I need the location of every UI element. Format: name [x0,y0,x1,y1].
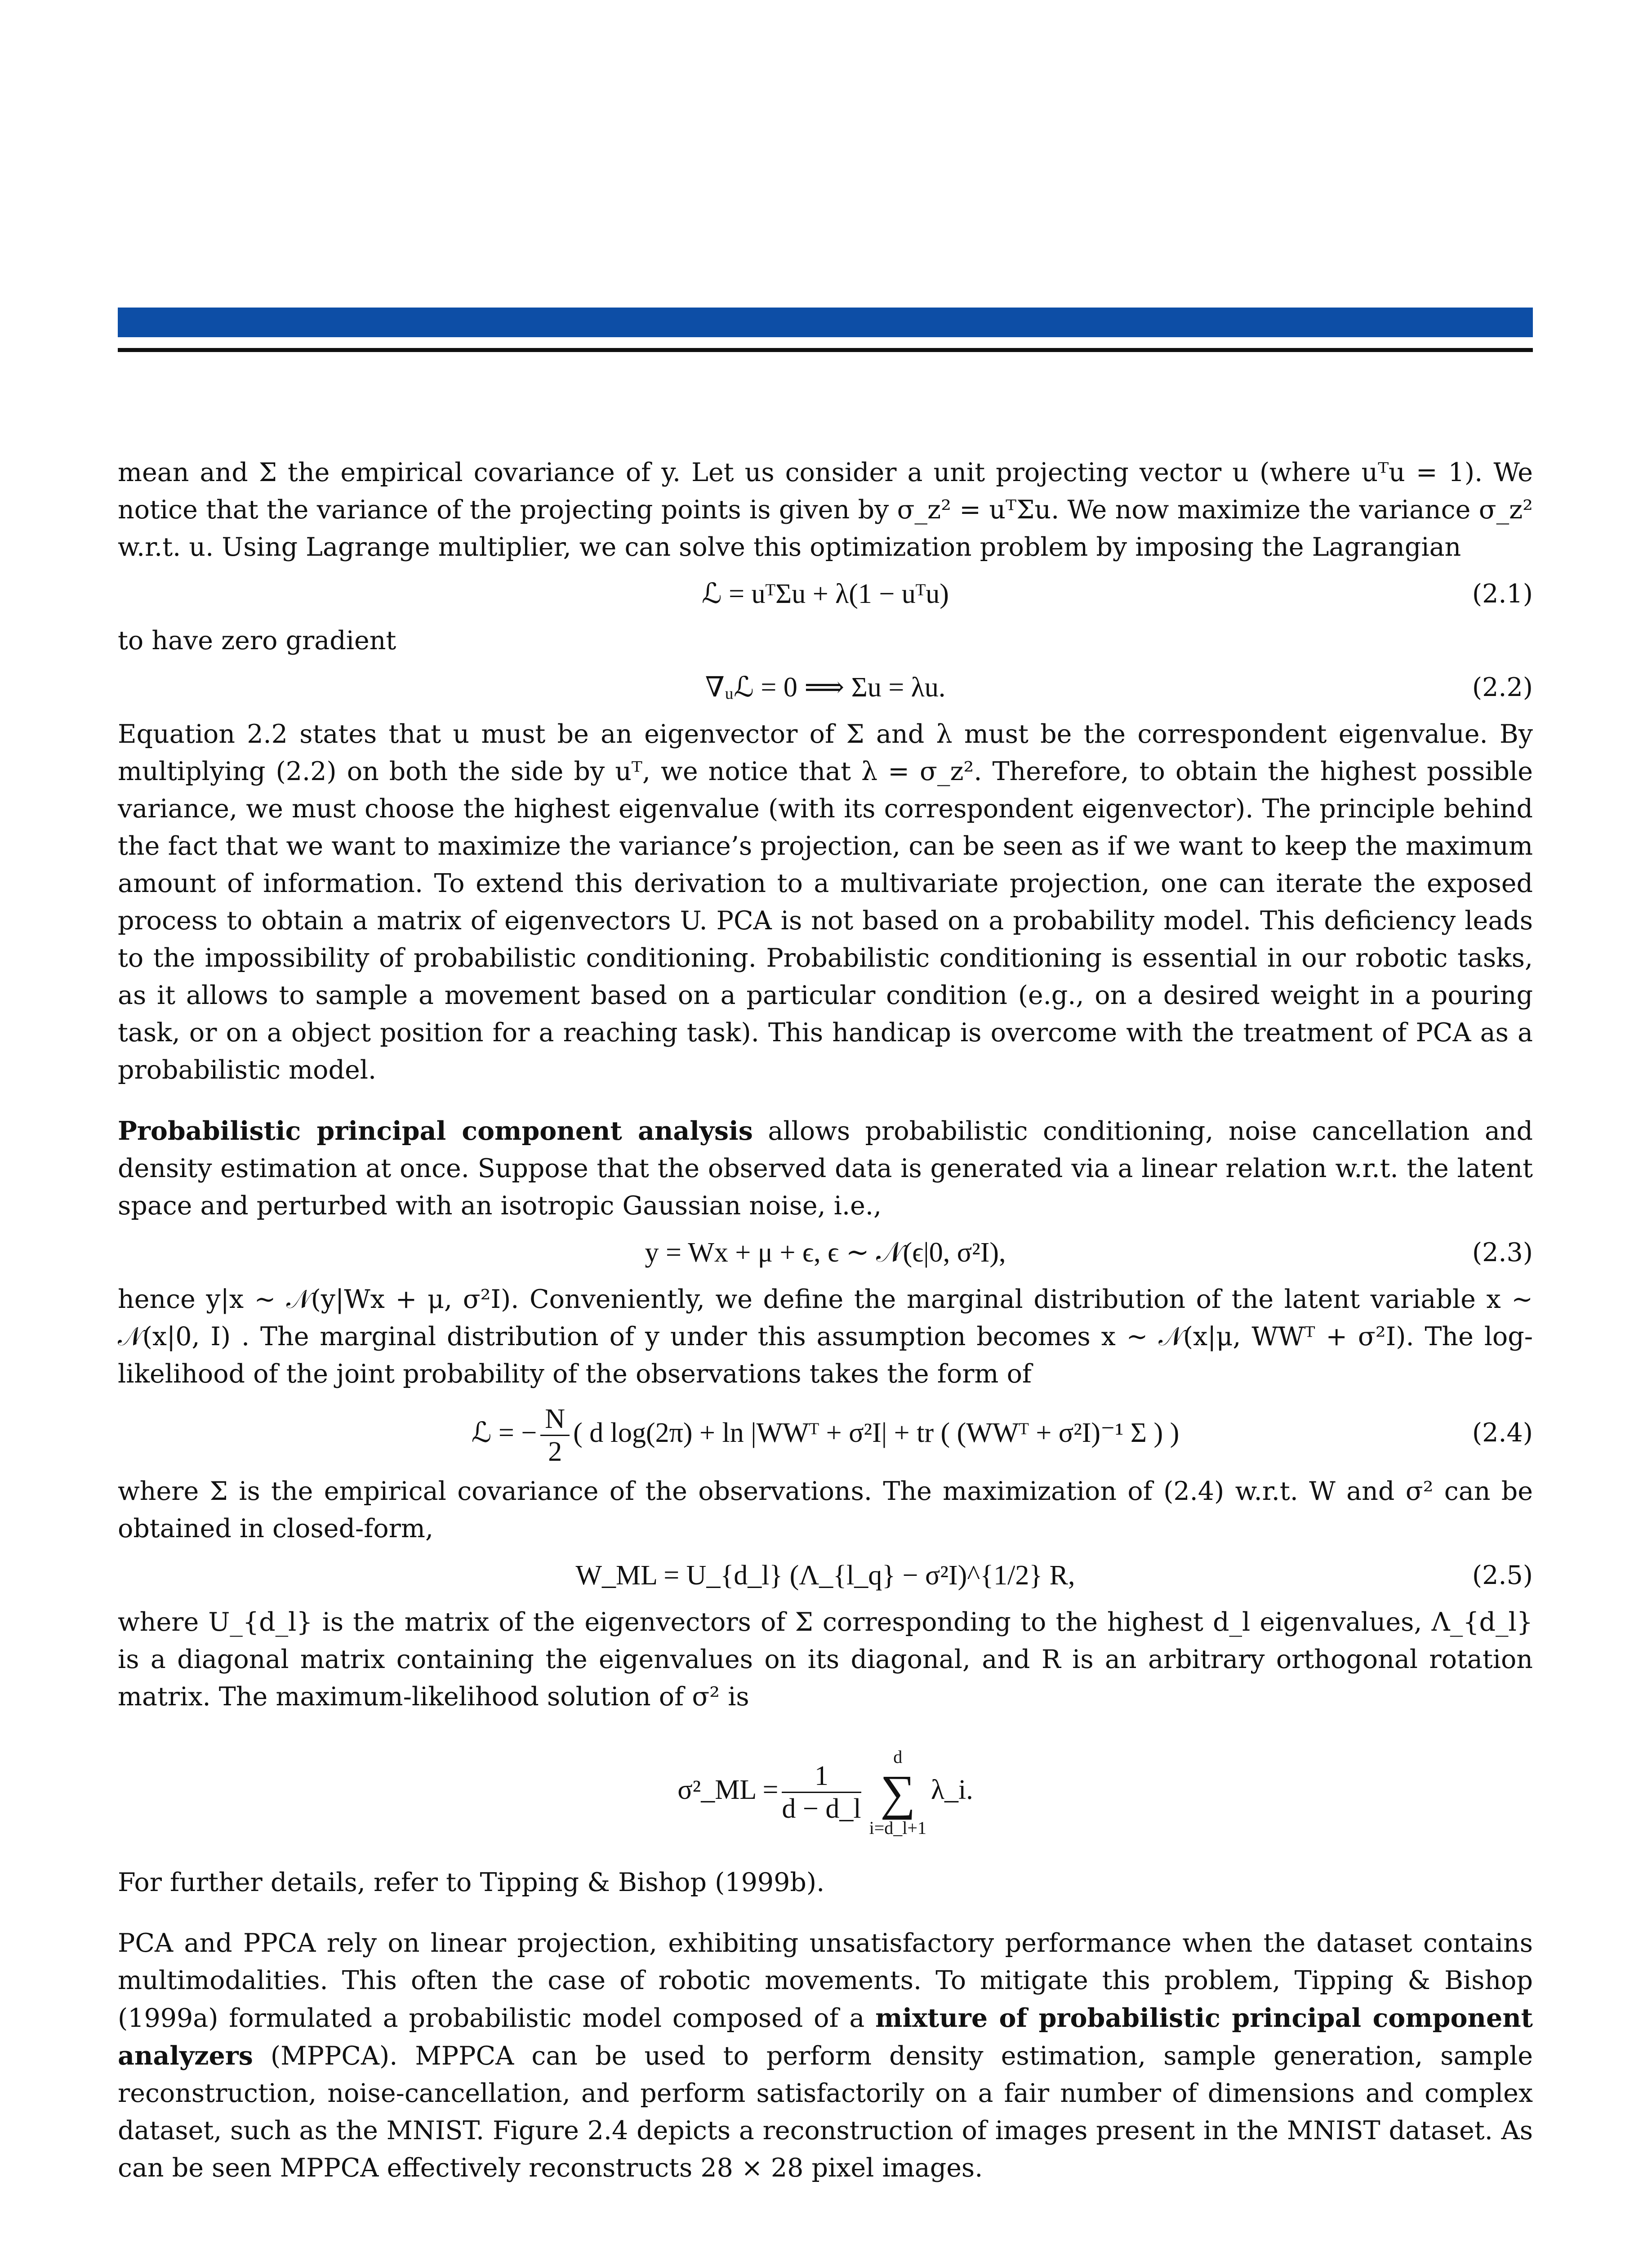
fraction-denominator: d − d_l [782,1793,861,1824]
equation-rhs: λ_i. [931,1775,973,1805]
equation-2-1 [118,566,1533,622]
equation-2-2 [118,660,1533,716]
equation-number: (2.2) [1472,673,1533,702]
equation-body: W_ML = U_{d_l} (Λ_{l_q} − σ²I)^{1/2} R, [575,1560,1075,1591]
paragraph-zero-gradient: to have zero gradient [118,626,396,656]
equation-lhs: ℒ = − [471,1418,537,1448]
equation-fraction [782,1760,861,1824]
paragraph-eigenvector: Equation 2.2 states that u must be an eigenvector of Σ and λ must be the correspondent eigenvalue. By multiplying (2.2) on both the side by uᵀ, we notice that λ = σ_z². Therefore, to obtain the highest possible variance, we must choose the highest eigenvalue (with its correspondent eigenvector). The principle behind the fact that we want to maximize the variance’s projection, can be seen as if we want to keep the maximum amount of information. To extend this derivation to a multivariate projection, one can iterate the exposed process to obtain a matrix of eigenvectors U. PCA is not based on a probability model. This deficiency leads to the impossibility of probabilistic conditioning. Probabilistic conditioning is essential in our robotic tasks, as it allows to sample a movement based on a particular condition (e.g., on a desired weight in a pouring task, or on a object position for a reaching task). This handicap is overcome with the treatment of PCA as a probabilistic model. [118,719,1533,1085]
paragraph-marginal-distribution: hence y|x ∼ 𝒩(y|Wx + μ, σ²I). Conveniently, we define the marginal distribution of the latent variable x ∼ 𝒩(x|0, I) . The marginal distribution of y under this assumption becomes x ∼ 𝒩(x|μ, WWᵀ + σ²I). The log-likelihood of the joint probability of the observations takes the form of [118,1285,1533,1389]
fraction-numerator: N [540,1403,570,1436]
fraction-denominator: 2 [548,1436,562,1467]
body-text [118,454,1533,2187]
equation-body: ∇ᵤℒ = 0 ⟹ Σu = λu. [705,672,946,703]
paragraph-ppca [118,1112,1533,1225]
equation-body: y = Wx + μ + ϵ, ϵ ∼ 𝒩(ϵ|0, σ²I), [645,1237,1006,1268]
summation-upper: d [893,1746,903,1767]
fraction-numerator: 1 [782,1760,861,1793]
equation-2-5 [118,1548,1533,1604]
paragraph-pca-derivation: mean and Σ the empirical covariance of y. Let us consider a unit projecting vector u (where uᵀu = 1). We notice that the variance of the projecting points is given by σ_z² = uᵀΣu. We now maximize the variance σ_z² w.r.t. u. Using Lagrange multiplier, we can solve this optimization problem by imposing the Lagrangian [118,458,1533,562]
mppca-term: mixture of probabilistic principal component analyzers [118,2003,1533,2071]
equation-body [118,1393,1533,1473]
summation-lower: i=d_l+1 [869,1817,926,1838]
equation-sigma-ml [118,1716,1533,1864]
mppca-text-b: (MPPCA). MPPCA can be used to perform density estimation, sample generation, sample reconstruction, noise-cancellation, and perform satisfactorily on a fair number of dimensions and complex dataset, such as the MNIST. Figure 2.4 depicts a reconstruction of images present in the MNIST dataset. As can be seen MPPCA effectively reconstructs 28 × 28 pixel images. [118,2041,1533,2183]
equation-number: (2.1) [1472,579,1533,609]
paragraph-maximization: where Σ is the empirical covariance of the observations. The maximization of (2.4) w.r.t. W and σ² can be obtained in closed-form, [118,1476,1533,1543]
equation-2-4 [118,1393,1533,1473]
equation-number: (2.3) [1472,1238,1533,1267]
equation-number: (2.5) [1472,1561,1533,1590]
equation-fraction [540,1403,570,1467]
equation-lhs: σ²_ML = [677,1775,779,1805]
paragraph-mppca [118,1925,1533,2187]
header-color-bar [118,308,1533,337]
paragraph-further-details: For further details, refer to Tipping & Bishop (1999b). [118,1868,825,1897]
paragraph-eigenvectors-matrix: where U_{d_l} is the matrix of the eigenvectors of Σ corresponding to the highest d_l eigenvalues, Λ_{d_l} is a diagonal matrix containing the eigenvalues on its diagonal, and R is an arbitrary orthogonal rotation matrix. The maximum-likelihood solution of σ² is [118,1607,1533,1712]
ppca-text: allows probabilistic conditioning, noise cancellation and density estimation at once. Suppose that the observed data is generated via a linear relation w.r.t. the latent space and perturbed with an isotropic Gaussian noise, i.e., [118,1116,1533,1221]
equation-2-3 [118,1225,1533,1281]
equation-rhs: ( d log(2π) + ln |WWᵀ + σ²I| + tr ( (WWᵀ + σ²I)⁻¹ Σ ) ) [573,1418,1180,1448]
equation-body [118,1716,1533,1864]
mppca-text-a: PCA and PPCA rely on linear projection, exhibiting unsatisfactory performance when the dataset contains multimodalities. This often the case of robotic movements. To mitigate this problem, Tipping & Bishop (1999a) formulated a probabilistic model composed of a [118,1928,1533,2033]
equation-body: ℒ = uᵀΣu + λ(1 − uᵀu) [702,579,949,609]
header-rule [118,348,1533,352]
equation-number: (2.4) [1472,1418,1533,1448]
ppca-term: Probabilistic principal component analysis [118,1116,753,1146]
summation-sign: ∑ [880,1765,916,1820]
summation [869,1746,926,1839]
